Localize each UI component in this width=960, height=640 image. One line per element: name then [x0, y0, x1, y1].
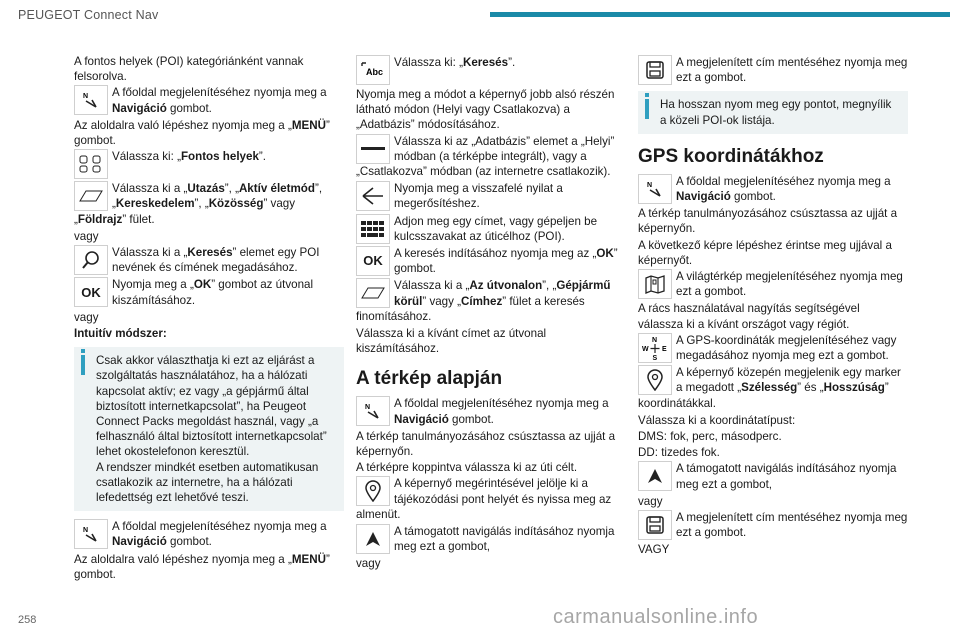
svg-text:N: N: [652, 336, 658, 344]
step-gps-coordinates: N S W E A GPS-koordináták megjelenítéséhez vagy megadásához nyomja meg ezt a gombot.: [638, 333, 908, 363]
svg-text:N: N: [365, 404, 371, 412]
watermark: carmanualsonline.info: [553, 606, 759, 628]
step-poi: Válassza ki: „Fontos helyek”.: [74, 149, 344, 179]
step-world-map: A világtérkép megjelenítéséhez nyomja meg ezt a gombot.: [638, 269, 908, 299]
guidance-arrow-icon: [638, 461, 672, 491]
explore-map-text: A térkép tanulmányozásához csúsztassa az ujját a képernyőn.: [356, 429, 616, 459]
ok-icon: OK: [74, 277, 108, 307]
or-text: vagy: [356, 557, 381, 571]
step-keyword: Adjon meg egy címet, vagy gépeljen be kulcsszavakat az úticélhoz (POI).: [356, 214, 626, 244]
info-note-text: Ha hosszan nyom meg egy pontot, megnyílik a közeli POI-ok listája.: [660, 98, 892, 127]
svg-text:N: N: [83, 527, 89, 535]
step-guidance-gps: A támogatott navigálás indításához nyomja meg ezt a gombot,: [638, 461, 908, 491]
dd-text: DD: tizedes fok.: [638, 446, 720, 460]
location-pin-icon: [356, 476, 390, 506]
step-navigation: [74, 85, 344, 115]
keyboard-icon: [356, 55, 390, 85]
step-ok-search: OK A keresés indításához nyomja meg az „OK” gombot.: [356, 246, 626, 276]
or-text: vagy: [638, 494, 663, 508]
save-icon: [638, 55, 672, 85]
database-text: Válassza ki az „Adatbázis” elemet a „Helyi” módban (a térképbe integrált), vagy a „Csatlakozva” módban (az internetre csatlakozik).: [356, 134, 615, 179]
compass-icon: [638, 333, 672, 363]
step-tabs: Válassza ki a „Utazás”, „Aktív életmód”, „Kereskedelem”, „Közösség” vagy „Földrajz” fület.: [74, 182, 323, 226]
svg-text:W: W: [642, 345, 649, 353]
navigation-icon: [638, 174, 672, 204]
column-3: [638, 54, 908, 559]
info-note: [74, 347, 344, 511]
page-number: 258: [18, 614, 37, 626]
explore-map-text: A térkép tanulmányozásához csúsztassa az ujját a képernyőn.: [638, 207, 898, 236]
dms-text: DMS: fok, perc, másodperc.: [638, 430, 782, 444]
column-1: [74, 54, 344, 583]
intro-text: A fontos helyek (POI) kategóriánként vannak felsorolva.: [74, 55, 304, 84]
header-accent-bar: [490, 12, 950, 17]
keypad-icon: [356, 214, 390, 244]
navigation-icon: [74, 519, 108, 549]
svg-text:Abc: Abc: [366, 67, 384, 77]
page-header-title: PEUGEOT Connect Nav: [18, 8, 159, 22]
info-note-poi: [638, 91, 908, 133]
step-navigation-2: N A főoldal megjelenítéséhez nyomja meg a Navigáció gombot.: [74, 519, 344, 549]
navigation-icon: [356, 396, 390, 426]
column-2: [356, 54, 626, 573]
step-back: Nyomja meg a visszafelé nyilat a megerősítéshez.: [356, 181, 626, 211]
coordinate-type-text: Válassza ki a koordinátatípust:: [638, 413, 796, 427]
poi-category-icon: [74, 149, 108, 179]
info-icon: [645, 99, 649, 119]
world-map-icon: [638, 269, 672, 299]
navigation-icon: [74, 85, 108, 115]
or-text: vagy: [74, 310, 99, 324]
step-filter: Válassza ki a „Az útvonalon”, „Gépjármű körül” vagy „Címhez” fület a keresés finomításához.: [356, 279, 611, 323]
save-icon: [638, 510, 672, 540]
tab-icon: [356, 278, 390, 308]
text: gombot.: [166, 101, 212, 115]
text: A főoldal megjelenítéséhez nyomja meg a: [112, 86, 327, 100]
step-navigation-gps: N A főoldal megjelenítéséhez nyomja meg a Navigáció gombot.: [638, 174, 908, 204]
step-marker: [356, 476, 626, 522]
intuitive-heading: Intuitív módszer:: [74, 327, 167, 341]
grid-zoom-text: A rács használatával nagyítás segítségével válassza ki a kívánt országot vagy régiót.: [638, 302, 860, 331]
tap-map-text: A térképre koppintva válassza ki az úti célt.: [356, 461, 578, 475]
mode-text: Nyomja meg a módot a képernyő jobb alsó részén látható módon (Helyi vagy Csatlakozva) a „Adatbázis” módosításához.: [356, 88, 615, 132]
section-title-map: A térkép alapján: [356, 368, 503, 390]
step-search-select: Abc Válassza ki: „Keresés”.: [356, 55, 626, 85]
info-note-text: Csak akkor választhatja ki ezt az eljárást a szolgáltatás használatához, ha a hálózati kapcsolat aktív; ez vagy „a gépjármű által biztosított internetkapcsolat”, ha Peugeot Connect Packs megoldást használ, vagy „a felhasználó által biztosított internetkapcsolat” lehet okostelefonon keresztül. A rendszer mindkét esetben automatikusan csatlakozik az internetre, ha a hálózati lefedettség ezt lehetővé teszi.: [96, 354, 327, 505]
step-navigation-map: N A főoldal megjelenítéséhez nyomja meg a Navigáció gombot.: [356, 396, 626, 426]
slider-icon: [356, 134, 390, 164]
or-text: vagy: [74, 229, 99, 243]
step-marker-coordinates: A képernyő közepén megjelenik egy marker a megadott „Szélesség” és „Hosszúság” koordinátákkal.: [638, 366, 901, 410]
text-bold: Navigáció: [112, 101, 167, 115]
step-save-gps: A megjelenített cím mentéséhez nyomja meg ezt a gombot.: [638, 510, 908, 540]
svg-text:S: S: [652, 354, 658, 361]
guidance-arrow-icon: [356, 524, 390, 554]
step-search: Válassza ki a „Keresés” elemet egy POI nevének és címének megadásához.: [74, 245, 344, 275]
select-address-text: Válassza ki a kívánt címet az útvonal kiszámításához.: [356, 327, 547, 356]
section-title-gps: GPS koordinátákhoz: [638, 145, 824, 167]
search-icon: [74, 245, 108, 275]
marker-text: A képernyő megérintésével jelölje ki a tájékozódási pont helyét és nyissa meg az almenüt.: [356, 477, 612, 521]
tab-icon: [74, 181, 108, 211]
svg-text:E: E: [662, 345, 667, 353]
back-arrow-icon: [356, 181, 390, 211]
step-ok: OK Nyomja meg a „OK” gombot az útvonal kiszámításához.: [74, 277, 344, 307]
or-caps-text: VAGY: [638, 543, 670, 557]
step-save: A megjelenített cím mentéséhez nyomja meg ezt a gombot.: [638, 55, 908, 85]
menu-instruction-2: Az aloldalra való lépéshez nyomja meg a „MENÜ” gombot.: [74, 552, 330, 581]
svg-text:N: N: [647, 181, 653, 189]
ok-icon: OK: [356, 246, 390, 276]
location-pin-icon: [638, 365, 672, 395]
step-database: [356, 134, 626, 180]
next-screen-text: A következő képre lépéshez érintse meg ujjával a képernyőt.: [638, 238, 892, 267]
menu-instruction: Az aloldalra való lépéshez nyomja meg a „MENÜ” gombot.: [74, 118, 330, 148]
step-guidance: A támogatott navigálás indításához nyomja meg ezt a gombot,: [356, 524, 626, 554]
info-icon: [81, 355, 85, 375]
svg-text:N: N: [83, 93, 89, 101]
